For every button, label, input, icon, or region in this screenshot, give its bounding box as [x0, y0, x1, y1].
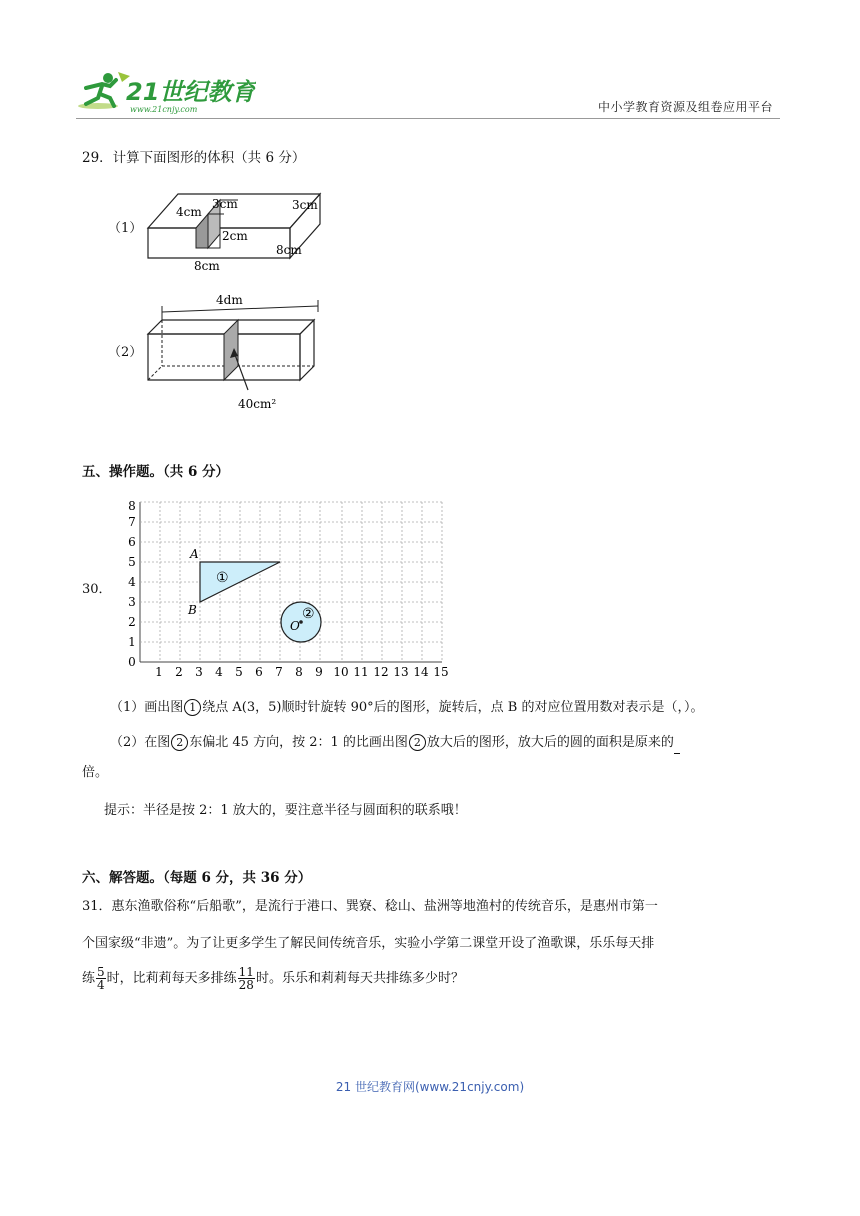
dim-40cm2: 40cm² — [238, 397, 277, 411]
site-logo — [76, 66, 256, 120]
logo-url-text: www.21cnjy.com — [130, 105, 198, 114]
answer-blank — [674, 739, 680, 754]
q30-grid-figure — [124, 500, 454, 680]
x-tick-label: 7 — [275, 665, 283, 679]
platform-name: 中小学教育资源及组卷应用平台 — [598, 100, 774, 114]
q31-line3 — [82, 966, 464, 991]
shape-2-label: ② — [302, 606, 315, 622]
q29-part2-label: （2） — [108, 345, 143, 360]
point-O-label: O — [290, 619, 300, 633]
dim-8cm-front: 8cm — [194, 259, 220, 273]
y-axis-ticks — [128, 500, 136, 669]
y-tick-label: 7 — [128, 515, 136, 529]
x-tick-label: 5 — [235, 665, 243, 679]
circled-number-2b: 2 — [409, 734, 426, 751]
x-tick-label: 6 — [255, 665, 263, 679]
dim-4dm: 4dm — [216, 293, 243, 307]
x-tick-label: 4 — [215, 665, 223, 679]
q30-number: 30． — [82, 582, 112, 597]
q29-part1-label: （1） — [108, 221, 143, 236]
fraction-denominator: 4 — [97, 978, 105, 992]
header-divider — [76, 118, 780, 119]
point-B-label: B — [188, 603, 197, 617]
y-tick-label: 1 — [128, 635, 136, 649]
fraction-11-28 — [238, 966, 255, 991]
x-tick-label: 10 — [333, 665, 349, 679]
q31-line3-text-c: 时。乐乐和莉莉每天共排练多少时？ — [255, 971, 464, 986]
point-A-label: A — [190, 547, 199, 561]
logo-main-text: 21世纪教育 — [126, 78, 256, 106]
x-tick-label: 13 — [393, 665, 409, 679]
q30-sub1-text-b: 绕点 A(3，5)顺时针旋转 90°后的图形，旋转后，点 B 的对应位置用数对表示是（，）。 — [202, 700, 704, 715]
y-tick-label: 8 — [128, 500, 136, 513]
q31-line3-text-b: 时，比莉莉每天多排练 — [106, 971, 237, 986]
dim-3cm-top: 3cm — [212, 197, 238, 211]
fraction-denominator: 28 — [238, 978, 254, 992]
x-tick-label: 11 — [353, 665, 369, 679]
circled-number-1: 1 — [184, 699, 201, 716]
y-tick-label: 4 — [128, 575, 136, 589]
page-footer: 21 世纪教育网(www.21cnjy.com) — [335, 1080, 525, 1094]
runner-logo-icon — [76, 66, 256, 116]
section6-title: 六、解答题。（每题 6 分，共 36 分） — [82, 870, 312, 886]
x-tick-label: 2 — [175, 665, 183, 679]
fraction-5-4 — [96, 966, 106, 991]
q29-figure-1 — [140, 186, 340, 276]
dim-3cm-right: 3cm — [292, 198, 318, 212]
x-tick-label: 8 — [295, 665, 303, 679]
q30-sub2-text-c: 放大后的图形，放大后的圆的面积是原来的 — [426, 735, 674, 750]
y-tick-label: 2 — [128, 615, 136, 629]
q31-line2: 个国家级“非遗”。为了让更多学生了解民间传统音乐，实验小学第二课堂开设了渔歌课，乐乐每天排 — [82, 936, 655, 951]
q30-sub1 — [110, 697, 703, 719]
fraction-numerator: 5 — [97, 965, 105, 979]
x-tick-label: 1 — [155, 665, 163, 679]
section5-title: 五、操作题。（共 6 分） — [82, 464, 230, 480]
q31-line3-text-a: 练 — [82, 971, 96, 986]
q31-line1: 31．惠东渔歌俗称“后船歌”，是流行于港口、巽寮、稔山、盐洲等地渔村的传统音乐，是惠州市第一 — [82, 899, 658, 914]
y-tick-label: 6 — [128, 535, 136, 549]
q30-hint: 提示：半径是按 2：1 放大的，要注意半径与圆面积的联系哦！ — [104, 803, 467, 818]
circled-number-2: 2 — [171, 734, 188, 751]
fraction-numerator: 11 — [238, 965, 254, 979]
q30-sub2-text-b: 东偏北 45 方向，按 2：1 的比画出图 — [189, 735, 408, 750]
y-tick-label: 3 — [128, 595, 136, 609]
shape-1-label: ① — [216, 570, 229, 586]
dim-2cm: 2cm — [222, 229, 248, 243]
y-tick-label: 0 — [128, 655, 136, 669]
q29-title: 29．计算下面图形的体积（共 6 分） — [82, 150, 306, 166]
y-tick-label: 5 — [128, 555, 136, 569]
q30-sub1-text-a: （1）画出图 — [110, 700, 184, 715]
dim-4cm: 4cm — [176, 205, 202, 219]
x-tick-label: 3 — [195, 665, 203, 679]
q30-sub2 — [110, 732, 680, 754]
x-tick-label: 9 — [315, 665, 323, 679]
q30-sub2-text-a: （2）在图 — [110, 735, 171, 750]
dim-8cm-depth: 8cm — [276, 243, 302, 257]
q29-figure-2 — [140, 290, 340, 416]
x-tick-label: 15 — [433, 665, 449, 679]
q30-sub2-end: 倍。 — [82, 765, 109, 780]
x-axis-ticks — [155, 665, 448, 679]
x-tick-label: 12 — [373, 665, 389, 679]
x-tick-label: 14 — [413, 665, 429, 679]
